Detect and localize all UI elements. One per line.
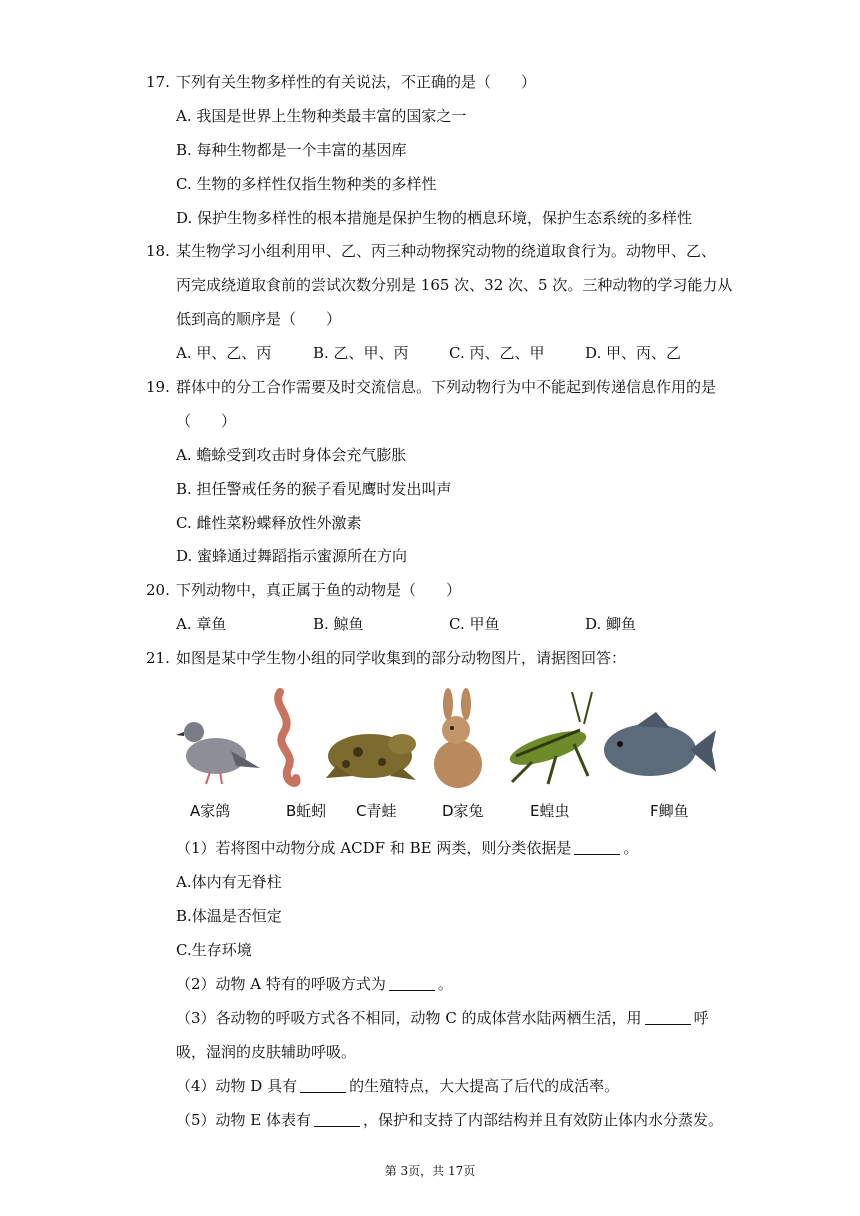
q21-sub-3-continued: 吸，湿润的皮肤辅助呼吸。 — [176, 1043, 357, 1061]
q21-sub-2 — [176, 974, 453, 994]
label-locust: E蝗虫 — [530, 802, 570, 820]
q21-sub-1-end: 。 — [623, 839, 639, 857]
q21-sub-5-end: ，保护和支持了内部结构并且有效防止体内水分蒸发。 — [363, 1111, 724, 1129]
q20-option-b: B. 鲸鱼 — [313, 615, 364, 633]
question-18-stem-line-2: 丙完成绕道取食前的尝试次数分别是 165 次、32 次、5 次。三种动物的学习能力从 — [176, 276, 733, 294]
q21-sub-1-option-b: B.体温是否恒定 — [176, 907, 282, 925]
question-19-stem-line-2: （ ） — [176, 412, 237, 430]
q21-sub-3 — [176, 1008, 709, 1028]
q21-sub-5 — [176, 1110, 723, 1130]
frog-image — [326, 734, 416, 780]
animal-illustrations — [176, 686, 724, 796]
answer-blank — [574, 840, 620, 855]
earthworm-image — [278, 692, 296, 783]
question-21-number: 21. — [146, 649, 170, 667]
label-rabbit: D家兔 — [442, 802, 484, 820]
q20-option-a: A. 章鱼 — [176, 615, 227, 633]
q20-option-d: D. 鲫鱼 — [585, 615, 637, 633]
q19-option-a: A. 蟾蜍受到攻击时身体会充气膨胀 — [176, 446, 407, 464]
answer-blank — [645, 1010, 691, 1025]
q21-sub-3-end: 呼 — [693, 1009, 709, 1027]
question-20-stem: 下列动物中，真正属于鱼的动物是（ ） — [176, 581, 462, 599]
answer-blank — [314, 1112, 360, 1127]
q18-option-c: C. 丙、乙、甲 — [449, 344, 545, 362]
crucian-carp-image — [604, 712, 716, 776]
q17-option-c: C. 生物的多样性仅指生物种类的多样性 — [176, 175, 437, 193]
q21-sub-4 — [176, 1076, 619, 1096]
q17-option-d: D. 保护生物多样性的根本措施是保护生物的栖息环境，保护生态系统的多样性 — [176, 209, 693, 227]
question-17-number: 17. — [146, 73, 170, 91]
q21-sub-5-text: （5）动物 E 体表有 — [176, 1111, 312, 1129]
question-20-number: 20. — [146, 581, 170, 599]
q18-option-a: A. 甲、乙、丙 — [176, 344, 272, 362]
q18-option-d: D. 甲、丙、乙 — [585, 344, 682, 362]
q21-sub-4-text: （4）动物 D 具有 — [176, 1077, 298, 1095]
question-21-stem: 如图是某中学生物小组的同学收集到的部分动物图片，请据图回答： — [176, 649, 627, 667]
q21-sub-1-option-a: A.体内有无脊柱 — [176, 873, 282, 891]
q21-sub-1-text: （1）若将图中动物分成 ACDF 和 BE 两类，则分类依据是 — [176, 839, 572, 857]
question-17-stem: 下列有关生物多样性的有关说法，不正确的是（ ） — [176, 73, 537, 91]
q21-sub-3-text: （3）各动物的呼吸方式各不相同，动物 C 的成体营水陆两栖生活，用 — [176, 1009, 642, 1027]
q21-sub-1-option-c: C.生存环境 — [176, 941, 252, 959]
rabbit-image — [434, 688, 482, 788]
q21-sub-2-text: （2）动物 A 特有的呼吸方式为 — [176, 975, 386, 993]
q20-option-c: C. 甲鱼 — [449, 615, 500, 633]
q17-option-b: B. 每种生物都是一个丰富的基因库 — [176, 141, 407, 159]
locust-image — [506, 692, 592, 784]
label-pigeon: A家鸽 — [190, 802, 231, 820]
question-19-number: 19. — [146, 378, 170, 396]
question-19-stem-line-1: 群体中的分工合作需要及时交流信息。下列动物行为中不能起到传递信息作用的是 — [176, 378, 717, 396]
question-18-stem-line-3: 低到高的顺序是（ ） — [176, 310, 342, 328]
question-18-stem-line-1: 某生物学习小组利用甲、乙、丙三种动物探究动物的绕道取食行为。动物甲、乙、 — [176, 242, 717, 260]
q19-option-b: B. 担任警戒任务的猴子看见鹰时发出叫声 — [176, 480, 452, 498]
answer-blank — [300, 1078, 346, 1093]
q17-option-a: A. 我国是世界上生物种类最丰富的国家之一 — [176, 107, 467, 125]
label-crucian-carp: F鲫鱼 — [650, 802, 689, 820]
q18-option-b: B. 乙、甲、丙 — [313, 344, 409, 362]
question-18-number: 18. — [146, 242, 170, 260]
pigeon-image — [176, 722, 260, 784]
q21-sub-2-end: 。 — [437, 975, 453, 993]
label-frog: C青蛙 — [356, 802, 397, 820]
q21-sub-1 — [176, 838, 638, 858]
q21-sub-4-end: 的生殖特点，大大提高了后代的成活率。 — [349, 1077, 620, 1095]
q19-option-c: C. 雌性菜粉蝶释放性外激素 — [176, 514, 362, 532]
q19-option-d: D. 蜜蜂通过舞蹈指示蜜源所在方向 — [176, 547, 408, 565]
label-earthworm: B蚯蚓 — [286, 802, 327, 820]
answer-blank — [389, 976, 435, 991]
page-footer: 第 3页，共 17页 — [384, 1164, 476, 1178]
animal-pictures — [176, 686, 724, 826]
